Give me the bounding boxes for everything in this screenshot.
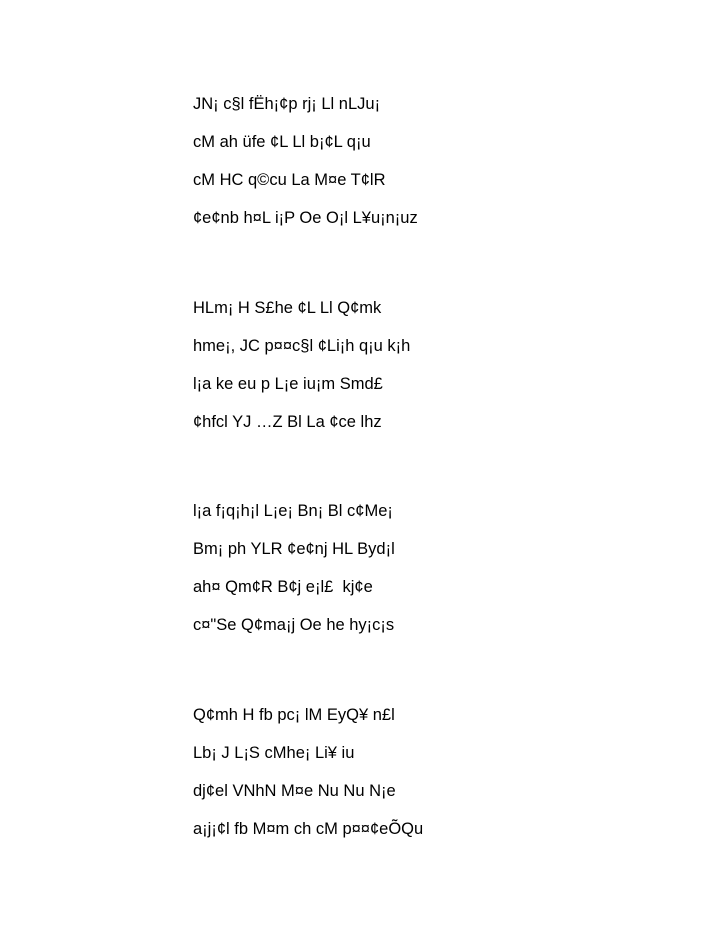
verse-line: Bm¡ ph YLR ¢e¢nj HL Byd¡l (193, 540, 395, 558)
verse-line: JN¡ c§l fËh¡¢p rj¡ Ll nLJu¡ (193, 95, 381, 113)
verse-line: l¡a ke eu p L¡e iu¡m Smd£ (193, 375, 383, 393)
verse-line: cM ah üfe ¢L Ll b¡¢L q¡u (193, 133, 371, 151)
verse-line: c¤"Se Q¢ma¡j Oe he hy¡c¡s (193, 616, 395, 634)
verse-line: HLm¡ H S£he ¢L Ll Q¢mk (193, 299, 382, 317)
verse-line: l¡a f¡q¡h¡l L¡e¡ Bn¡ Bl c¢Me¡ (193, 502, 393, 520)
verse-line: a¡j¡¢l fb M¤m ch cM p¤¤¢eÕQu (193, 820, 424, 838)
verse-line: ah¤ Qm¢R B¢j e¡l£ kj¢e (193, 578, 373, 596)
verse-line: cM HC q©cu La M¤e T¢lR (193, 171, 386, 189)
verse-line: hme¡, JC p¤¤c§l ¢Li¡h q¡u k¡h (193, 337, 411, 355)
verse-line: Lb¡ J L¡S cMhe¡ Li¥ iu (193, 744, 355, 762)
verse-line: Q¢mh H fb pc¡ lM EyQ¥ n£l (193, 706, 395, 724)
verse-line: dj¢el VNhN M¤e Nu Nu N¡e (193, 782, 396, 800)
verse-line: ¢hfcl YJ …Z Bl La ¢ce lhz (193, 413, 382, 431)
verse-line: ¢e¢nb h¤L i¡P Oe O¡l L¥u¡n¡uz (193, 209, 418, 227)
